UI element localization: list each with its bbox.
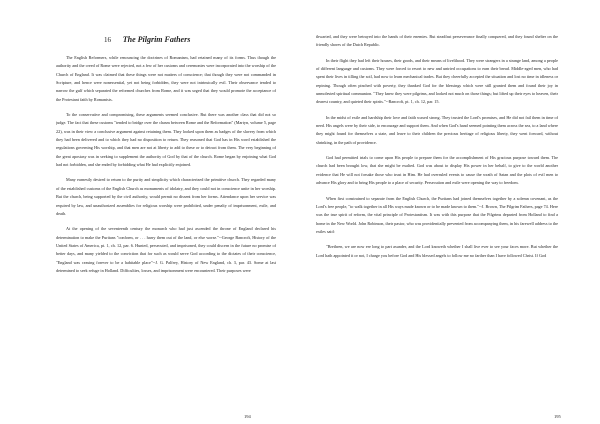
paragraph: God had permitted trials to come upon His people to prepare them for the accomplishment of His gracious purpose toward them. The church had been brought low, that she might be exalted. God was about to display His power in her behalf, to give to the world another evidence that He will not forsake those who trust in Him. He had overruled events to cause the wrath of Satan and the plots of evil men to advance His glory and to bring His people to a place of security. Persecution and exile were opening the way to freedom. xyxy=(316,155,558,186)
left-page-body xyxy=(56,54,276,410)
paragraph: When first constrained to separate from the English Church, the Puritans had joined themselves together by a solemn covenant, as the Lord's free people, "to walk together in all His ways made known or to be made known to them."--J. Brown, The Pilgrim Fathers, page 74. Here was the true spirit of reform, the vital principle of Protestantism. It was with this purpose that the Pilgrims departed from Holland to find a home in the New World. John Robinson, their pastor, who was providentially prevented from accompanying them, in his farewell address to the exiles said: xyxy=(316,195,558,234)
paragraph: In the midst of exile and hardship their love and faith waxed strong. They trusted the Lord's promises, and He did not fail them in time of need. His angels were by their side, to encourage and support them. And when God's hand seemed pointing them across the sea, to a land where they might found for themselves a state, and leave to their children the precious heritage of religious liberty, they went forward, without shrinking, in the path of providence. xyxy=(316,114,558,145)
paragraph: thwarted, and they were betrayed into the hands of their enemies. But steadfast perseverance finally conquered, and they found shelter on the friendly shores of the Dutch Republic. xyxy=(316,34,558,48)
paragraph: To the conservative and compromising, these arguments seemed conclusive. But there was another class that did not so judge. The fact that these customs "tended to bridge over the chasm between Rome and the Reformation" (Martyn, volume 5, page 22), was in their view a conclusive argument against retaining them. They looked upon them as badges of the slavery from which they had been delivered and to which they had no disposition to return. They reasoned that God has in His word established the regulations governing His worship, and that men are not at liberty to add to these or to detract from them. The very beginning of the great apostasy was in seeking to supplement the authority of God by that of the church. Rome began by enjoining what God had not forbidden, and she ended by forbidding what He had explicitly enjoined. xyxy=(56,112,276,168)
right-page-body xyxy=(316,33,558,410)
paragraph: Many earnestly desired to return to the purity and simplicity which characterized the primitive church. They regarded many of the established customs of the English Church as monuments of idolatry, and they could not in conscience unite in her worship. But the church, being supported by the civil authority, would permit no dissent from her forms. Attendance upon her service was required by law, and unauthorized assemblies for religious worship were prohibited, under penalty of imprisonment, exile, and death. xyxy=(56,177,276,216)
paragraph: The English Reformers, while renouncing the doctrines of Romanism, had retained many of its forms. Thus though the authority and the creed of Rome were rejected, not a few of her customs and ceremonies were incorporated into the worship of the Church of England. It was claimed that these things were not matters of conscience; that though they were not commanded in Scripture, and hence were nonessential, yet not being forbidden, they were not intrinsically evil. Their observance tended to narrow the gulf which separated the reformed churches from Rome, and it was urged that they would promote the acceptance of the Protestant faith by Romanists. xyxy=(56,55,276,102)
right-page-number: 195 xyxy=(554,414,561,419)
paragraph: "Brethren, we are now ere long to part asunder, and the Lord knoweth whether I shall live ever to see your faces more. But whether the Lord hath appointed it or not, I charge you before God and His blessed angels to follow me no farther than I have followed Christ. If God xyxy=(316,244,558,258)
left-page-number: 194 xyxy=(244,414,251,419)
paragraph: In their flight they had left their houses, their goods, and their means of livelihood. They were strangers in a strange land, among a people of different language and customs. They were forced to resort to new and untried occupations to earn their bread. Middle-aged men, who had spent their lives in tilling the soil, had now to learn mechanical trades. But they cheerfully accepted the situation and lost no time in idleness or repining. Though often pinched with poverty, they thanked God for the blessings which were still granted them and found their joy in unmolested spiritual communion. "They knew they were pilgrims, and looked not much on those things; but lifted up their eyes to heaven, their dearest country, and quieted their spirits."--Bancroft, pt. 1, ch. 12, par. 15. xyxy=(316,57,558,105)
right-page xyxy=(300,0,600,424)
running-head xyxy=(104,35,190,45)
paragraph: At the opening of the seventeenth century the monarch who had just ascended the throne of England declared his determination to make the Puritans "conform, or . . . harry them out of the land, or else worse."--George Bancroft, History of the United States of America, pt. 1, ch. 12, par. 6. Hunted, persecuted, and imprisoned, they could discern in the future no promise of better days, and many yielded to the conviction that for such as would serve God according to the dictates of their conscience, "England was ceasing forever to be a habitable place"--J. G. Palfrey, History of New England, ch. 3, par. 43. Some at last determined to seek refuge in Holland. Difficulties, losses, and imprisonment were encountered. Their purposes were xyxy=(56,226,276,273)
running-head-page-number: 16 xyxy=(104,36,111,44)
running-head-title: The Pilgrim Fathers xyxy=(122,35,191,44)
